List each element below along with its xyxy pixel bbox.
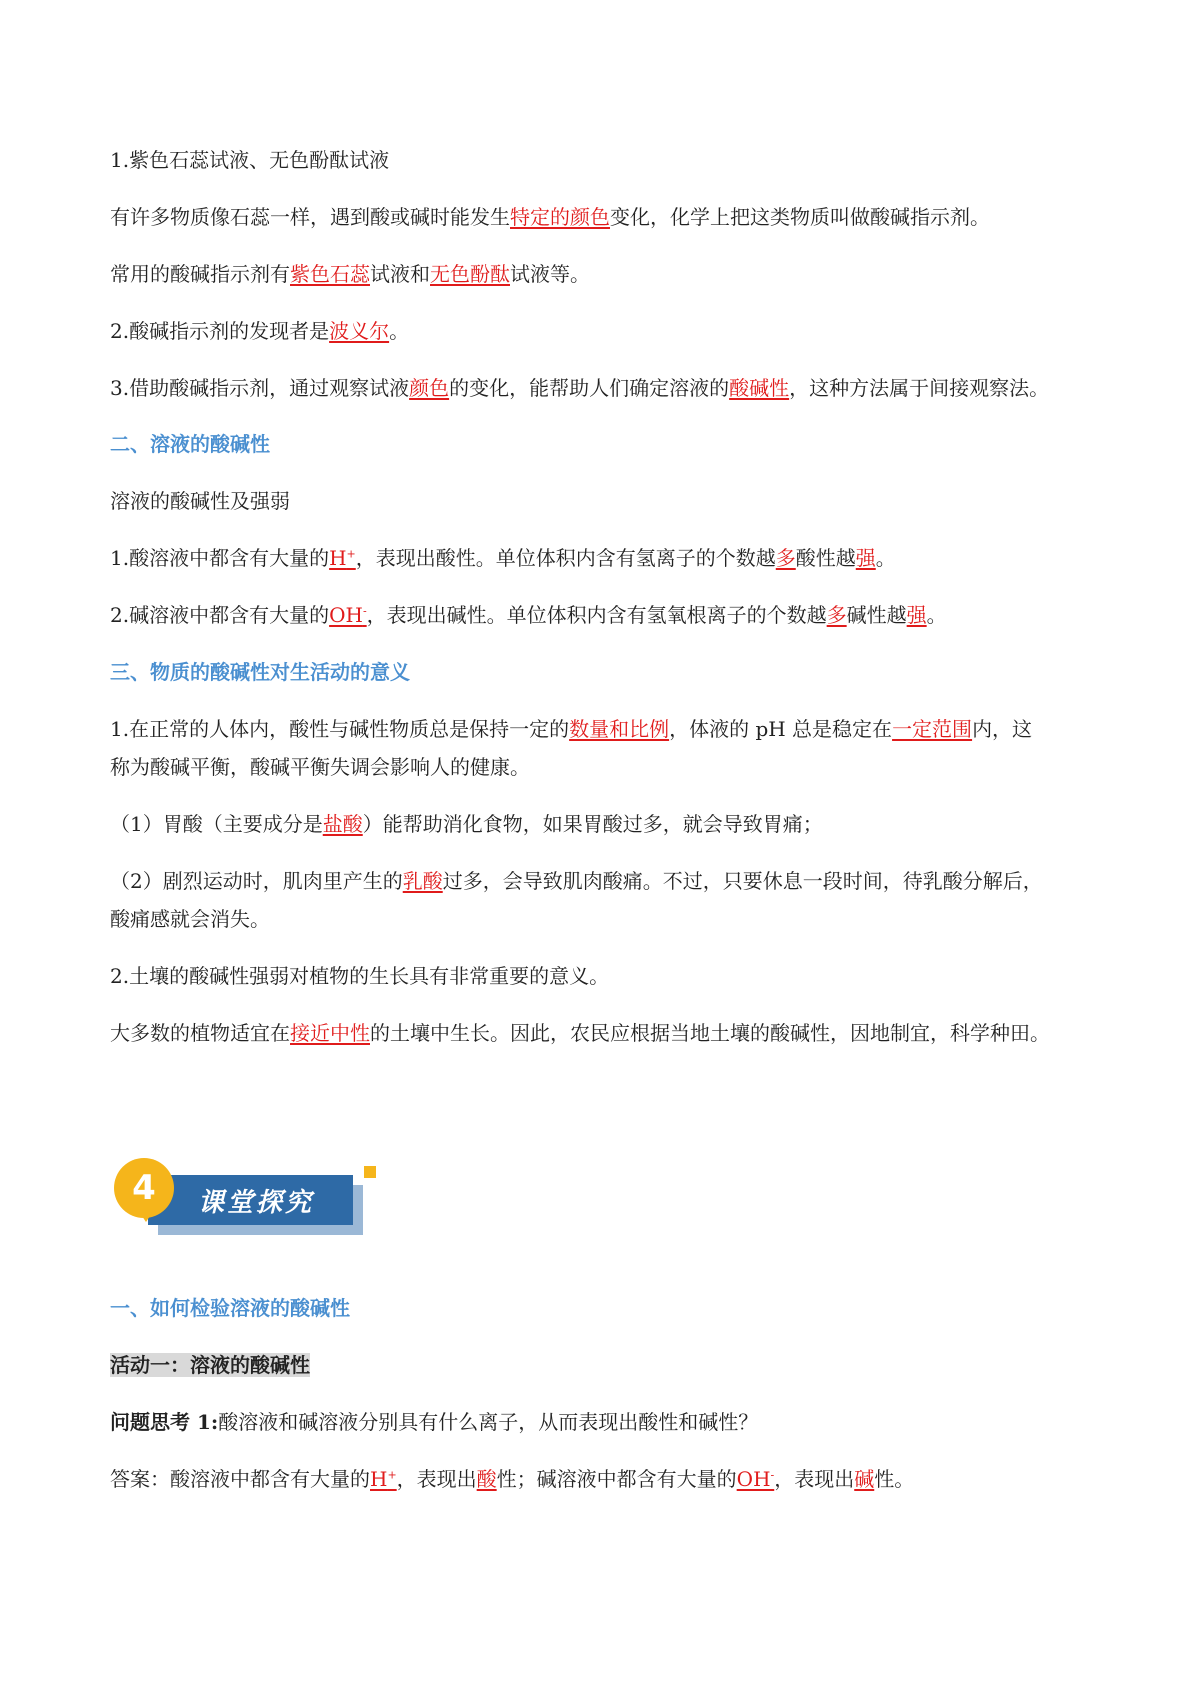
line-stomach-acid: （1）胃酸（主要成分是盐酸）能帮助消化食物，如果胃酸过多，就会导致胃痛； (110, 812, 823, 836)
line-discoverer: 2.酸碱指示剂的发现者是波义尔。 (110, 319, 410, 343)
blank-answer: 无色酚酞 (430, 262, 510, 286)
banner-number-badge: 4 (114, 1158, 174, 1218)
line-acid-solution: 1.酸溶液中都含有大量的H+，表现出酸性。单位体积内含有氢离子的个数越多酸性越强。 (110, 546, 896, 570)
blank-answer: H+ (329, 546, 356, 570)
blank-answer: 特定的颜色 (510, 205, 610, 229)
section-heading: 一、如何检验溶液的酸碱性 (110, 1296, 350, 1320)
line-acid-base-balance-cont: 称为酸碱平衡，酸碱平衡失调会影响人的健康。 (110, 755, 530, 779)
blank-answer: H+ (370, 1467, 397, 1491)
line-indirect-observation: 3.借助酸碱指示剂，通过观察试液颜色的变化，能帮助人们确定溶液的酸碱性，这种方法属于间接观察法。 (110, 376, 1050, 400)
blank-answer: 多 (775, 546, 796, 570)
section-banner (110, 1150, 400, 1240)
blank-answer: 接近中性 (290, 1021, 370, 1045)
blank-answer: 一定范围 (892, 717, 973, 741)
line-plants-neutral-soil: 大多数的植物适宜在接近中性的土壤中生长。因此，农民应根据当地土壤的酸碱性，因地制宜，科学种田。 (110, 1021, 1050, 1045)
banner-title: 课堂探究 (148, 1175, 353, 1225)
question-line: 问题思考 1:酸溶液和碱溶液分别具有什么离子，从而表现出酸性和碱性？ (110, 1410, 759, 1434)
line-indicators-title: 1.紫色石蕊试液、无色酚酞试液 (110, 148, 390, 172)
blank-answer: 酸 (476, 1467, 497, 1491)
blank-answer: 碱 (854, 1467, 875, 1491)
blank-answer: OH- (329, 603, 367, 627)
blank-answer: 酸碱性 (729, 376, 790, 400)
line-lactic-acid: （2）剧烈运动时，肌肉里产生的乳酸过多，会导致肌肉酸痛。不过，只要休息一段时间，待乳酸分解后， (110, 869, 1043, 893)
blank-answer: OH- (736, 1467, 775, 1491)
blank-answer: 数量和比例 (569, 717, 670, 741)
line-base-solution: 2.碱溶液中都含有大量的OH-，表现出碱性。单位体积内含有氢氧根离子的个数越多碱性越强。 (110, 603, 947, 627)
line-lactic-acid-cont: 酸痛感就会消失。 (110, 907, 270, 931)
line-acid-base-balance: 1.在正常的人体内，酸性与碱性物质总是保持一定的数量和比例，体液的 pH 总是稳定在一定范围内，这 (110, 717, 1033, 741)
blank-answer: 强 (906, 603, 927, 627)
blank-answer: 颜色 (409, 376, 450, 400)
blank-answer: 多 (826, 603, 847, 627)
answer-line: 答案：酸溶液中都含有大量的H+，表现出酸性；碱溶液中都含有大量的OH-，表现出碱性。 (110, 1467, 915, 1491)
line-common-indicators: 常用的酸碱指示剂有紫色石蕊试液和无色酚酞试液等。 (110, 262, 590, 286)
line-soil-acidity: 2.土壤的酸碱性强弱对植物的生长具有非常重要的意义。 (110, 964, 610, 988)
line-indicator-definition: 有许多物质像石蕊一样，遇到酸或碱时能发生特定的颜色变化，化学上把这类物质叫做酸碱指示剂。 (110, 205, 990, 229)
blank-answer: 盐酸 (322, 812, 363, 836)
activity-title: 活动一：溶液的酸碱性 (110, 1353, 310, 1377)
section-heading: 二、溶液的酸碱性 (110, 432, 270, 456)
blank-answer: 强 (855, 546, 876, 570)
blank-answer: 乳酸 (402, 869, 443, 893)
line-acidity-strength: 溶液的酸碱性及强弱 (110, 489, 290, 513)
question-label: 问题思考 1: (110, 1410, 219, 1434)
blank-answer: 波义尔 (329, 319, 390, 343)
blank-answer: 紫色石蕊 (290, 262, 370, 286)
section-heading: 三、物质的酸碱性对生活动的意义 (110, 660, 410, 684)
banner-accent (364, 1166, 376, 1178)
